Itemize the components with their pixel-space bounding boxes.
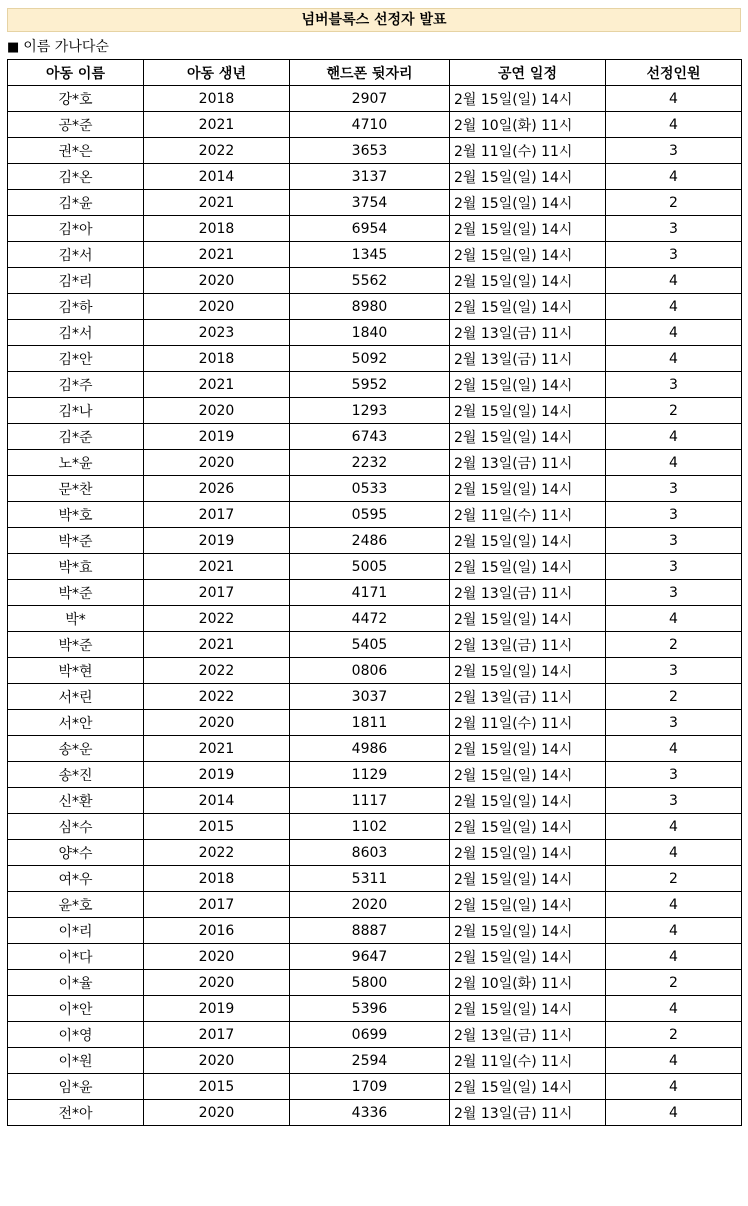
selected-count-cell: 4 [606,164,742,190]
schedule-cell: 2월 15일(일) 14시 [450,164,606,190]
birth-year-cell: 2017 [144,1022,290,1048]
phone-last-digits-cell: 5800 [290,970,450,996]
child-name-cell: 신*환 [8,788,144,814]
selected-count-cell: 4 [606,892,742,918]
child-name-cell: 이*안 [8,996,144,1022]
child-name-cell: 양*수 [8,840,144,866]
birth-year-cell: 2023 [144,320,290,346]
child-name-cell: 이*다 [8,944,144,970]
schedule-cell: 2월 15일(일) 14시 [450,268,606,294]
child-name-cell: 김*아 [8,216,144,242]
child-name-cell: 윤*호 [8,892,144,918]
birth-year-cell: 2018 [144,86,290,112]
selected-count-cell: 3 [606,372,742,398]
schedule-cell: 2월 15일(일) 14시 [450,918,606,944]
birth-year-cell: 2017 [144,892,290,918]
birth-year-cell: 2020 [144,1100,290,1126]
selected-count-cell: 2 [606,632,742,658]
schedule-cell: 2월 15일(일) 14시 [450,736,606,762]
birth-year-cell: 2021 [144,372,290,398]
schedule-cell: 2월 15일(일) 14시 [450,658,606,684]
column-header-phone-last-digits: 핸드폰 뒷자리 [290,60,450,86]
schedule-cell: 2월 15일(일) 14시 [450,892,606,918]
schedule-cell: 2월 13일(금) 11시 [450,320,606,346]
schedule-cell: 2월 13일(금) 11시 [450,1022,606,1048]
table-row [8,684,742,710]
winners-table [7,59,742,1126]
phone-last-digits-cell: 4171 [290,580,450,606]
phone-last-digits-cell: 1709 [290,1074,450,1100]
schedule-cell: 2월 10일(화) 11시 [450,970,606,996]
table-row [8,788,742,814]
birth-year-cell: 2020 [144,398,290,424]
schedule-cell: 2월 15일(일) 14시 [450,762,606,788]
schedule-cell: 2월 15일(일) 14시 [450,840,606,866]
table-row [8,554,742,580]
schedule-cell: 2월 15일(일) 14시 [450,398,606,424]
selected-count-cell: 2 [606,398,742,424]
child-name-cell: 김*나 [8,398,144,424]
phone-last-digits-cell: 8980 [290,294,450,320]
phone-last-digits-cell: 0595 [290,502,450,528]
birth-year-cell: 2016 [144,918,290,944]
selected-count-cell: 4 [606,294,742,320]
phone-last-digits-cell: 3754 [290,190,450,216]
selected-count-cell: 4 [606,814,742,840]
table-row [8,424,742,450]
phone-last-digits-cell: 0699 [290,1022,450,1048]
selected-count-cell: 4 [606,840,742,866]
child-name-cell: 김*하 [8,294,144,320]
table-row [8,762,742,788]
square-bullet-icon: ■ [7,40,20,55]
schedule-cell: 2월 15일(일) 14시 [450,788,606,814]
selected-count-cell: 2 [606,684,742,710]
child-name-cell: 김*온 [8,164,144,190]
selected-count-cell: 2 [606,970,742,996]
selected-count-cell: 3 [606,476,742,502]
birth-year-cell: 2020 [144,710,290,736]
birth-year-cell: 2018 [144,866,290,892]
birth-year-cell: 2022 [144,658,290,684]
table-row [8,1100,742,1126]
table-row [8,86,742,112]
child-name-cell: 공*준 [8,112,144,138]
selected-count-cell: 3 [606,216,742,242]
schedule-cell: 2월 11일(수) 11시 [450,138,606,164]
sort-note [7,36,109,58]
table-row [8,814,742,840]
child-name-cell: 박*현 [8,658,144,684]
birth-year-cell: 2021 [144,242,290,268]
phone-last-digits-cell: 5005 [290,554,450,580]
phone-last-digits-cell: 1293 [290,398,450,424]
schedule-cell: 2월 11일(수) 11시 [450,710,606,736]
selected-count-cell: 4 [606,736,742,762]
birth-year-cell: 2014 [144,788,290,814]
selected-count-cell: 3 [606,658,742,684]
schedule-cell: 2월 15일(일) 14시 [450,86,606,112]
schedule-cell: 2월 15일(일) 14시 [450,1074,606,1100]
birth-year-cell: 2026 [144,476,290,502]
birth-year-cell: 2021 [144,632,290,658]
selected-count-cell: 3 [606,762,742,788]
selected-count-cell: 4 [606,112,742,138]
schedule-cell: 2월 15일(일) 14시 [450,554,606,580]
table-row [8,840,742,866]
child-name-cell: 심*수 [8,814,144,840]
child-name-cell: 김*리 [8,268,144,294]
table-row [8,996,742,1022]
child-name-cell: 김*주 [8,372,144,398]
table-row [8,190,742,216]
schedule-cell: 2월 15일(일) 14시 [450,242,606,268]
selected-count-cell: 4 [606,606,742,632]
selected-count-cell: 4 [606,1100,742,1126]
schedule-cell: 2월 15일(일) 14시 [450,294,606,320]
table-row [8,450,742,476]
birth-year-cell: 2020 [144,294,290,320]
birth-year-cell: 2015 [144,814,290,840]
table-row [8,294,742,320]
selected-count-cell: 4 [606,996,742,1022]
phone-last-digits-cell: 9647 [290,944,450,970]
phone-last-digits-cell: 1811 [290,710,450,736]
sort-note-text: 이름 가나다순 [23,39,109,55]
birth-year-cell: 2020 [144,268,290,294]
phone-last-digits-cell: 4336 [290,1100,450,1126]
phone-last-digits-cell: 5952 [290,372,450,398]
birth-year-cell: 2022 [144,840,290,866]
child-name-cell: 박*준 [8,580,144,606]
child-name-cell: 임*윤 [8,1074,144,1100]
schedule-cell: 2월 15일(일) 14시 [450,944,606,970]
phone-last-digits-cell: 0533 [290,476,450,502]
birth-year-cell: 2020 [144,1048,290,1074]
phone-last-digits-cell: 1117 [290,788,450,814]
birth-year-cell: 2019 [144,996,290,1022]
child-name-cell: 문*찬 [8,476,144,502]
selected-count-cell: 4 [606,1074,742,1100]
table-row [8,632,742,658]
table-row [8,1074,742,1100]
selected-count-cell: 4 [606,86,742,112]
phone-last-digits-cell: 2020 [290,892,450,918]
child-name-cell: 서*린 [8,684,144,710]
phone-last-digits-cell: 1840 [290,320,450,346]
phone-last-digits-cell: 1102 [290,814,450,840]
schedule-cell: 2월 11일(수) 11시 [450,502,606,528]
phone-last-digits-cell: 4472 [290,606,450,632]
birth-year-cell: 2015 [144,1074,290,1100]
table-row [8,346,742,372]
phone-last-digits-cell: 5396 [290,996,450,1022]
birth-year-cell: 2019 [144,762,290,788]
column-header-selected-count: 선정인원 [606,60,742,86]
selected-count-cell: 3 [606,502,742,528]
phone-last-digits-cell: 5405 [290,632,450,658]
child-name-cell: 권*은 [8,138,144,164]
phone-last-digits-cell: 3037 [290,684,450,710]
table-row [8,476,742,502]
table-row [8,502,742,528]
selected-count-cell: 2 [606,190,742,216]
birth-year-cell: 2020 [144,944,290,970]
phone-last-digits-cell: 2232 [290,450,450,476]
table-row [8,606,742,632]
column-header-child-name: 아동 이름 [8,60,144,86]
selected-count-cell: 4 [606,268,742,294]
birth-year-cell: 2014 [144,164,290,190]
selected-count-cell: 3 [606,788,742,814]
table-row [8,736,742,762]
birth-year-cell: 2018 [144,346,290,372]
child-name-cell: 강*호 [8,86,144,112]
selected-count-cell: 4 [606,1048,742,1074]
table-row [8,1022,742,1048]
phone-last-digits-cell: 2907 [290,86,450,112]
birth-year-cell: 2022 [144,138,290,164]
table-row [8,216,742,242]
selected-count-cell: 3 [606,580,742,606]
birth-year-cell: 2020 [144,970,290,996]
table-row [8,658,742,684]
schedule-cell: 2월 15일(일) 14시 [450,216,606,242]
schedule-cell: 2월 13일(금) 11시 [450,346,606,372]
phone-last-digits-cell: 8887 [290,918,450,944]
child-name-cell: 김*윤 [8,190,144,216]
birth-year-cell: 2018 [144,216,290,242]
table-row [8,164,742,190]
schedule-cell: 2월 15일(일) 14시 [450,866,606,892]
schedule-cell: 2월 13일(금) 11시 [450,450,606,476]
phone-last-digits-cell: 5311 [290,866,450,892]
schedule-cell: 2월 13일(금) 11시 [450,1100,606,1126]
birth-year-cell: 2022 [144,684,290,710]
birth-year-cell: 2017 [144,580,290,606]
table-row [8,866,742,892]
schedule-cell: 2월 15일(일) 14시 [450,528,606,554]
selected-count-cell: 4 [606,424,742,450]
child-name-cell: 서*안 [8,710,144,736]
child-name-cell: 이*원 [8,1048,144,1074]
phone-last-digits-cell: 1345 [290,242,450,268]
schedule-cell: 2월 15일(일) 14시 [450,190,606,216]
birth-year-cell: 2020 [144,450,290,476]
table-row [8,970,742,996]
table-row [8,268,742,294]
schedule-cell: 2월 15일(일) 14시 [450,424,606,450]
table-row [8,918,742,944]
table-row [8,892,742,918]
selected-count-cell: 4 [606,320,742,346]
child-name-cell: 전*아 [8,1100,144,1126]
schedule-cell: 2월 15일(일) 14시 [450,606,606,632]
phone-last-digits-cell: 5092 [290,346,450,372]
child-name-cell: 노*윤 [8,450,144,476]
schedule-cell: 2월 11일(수) 11시 [450,1048,606,1074]
child-name-cell: 송*진 [8,762,144,788]
child-name-cell: 박*호 [8,502,144,528]
schedule-cell: 2월 15일(일) 14시 [450,372,606,398]
selected-count-cell: 3 [606,242,742,268]
phone-last-digits-cell: 3137 [290,164,450,190]
selected-count-cell: 4 [606,918,742,944]
schedule-cell: 2월 15일(일) 14시 [450,996,606,1022]
selected-count-cell: 4 [606,944,742,970]
table-row [8,112,742,138]
table-row [8,372,742,398]
child-name-cell: 김*준 [8,424,144,450]
schedule-cell: 2월 13일(금) 11시 [450,632,606,658]
selected-count-cell: 3 [606,710,742,736]
schedule-cell: 2월 13일(금) 11시 [450,580,606,606]
table-row [8,580,742,606]
child-name-cell: 김*서 [8,242,144,268]
schedule-cell: 2월 15일(일) 14시 [450,476,606,502]
child-name-cell: 박*준 [8,528,144,554]
schedule-cell: 2월 10일(화) 11시 [450,112,606,138]
child-name-cell: 이*율 [8,970,144,996]
phone-last-digits-cell: 2486 [290,528,450,554]
phone-last-digits-cell: 4986 [290,736,450,762]
schedule-cell: 2월 13일(금) 11시 [450,684,606,710]
table-row [8,528,742,554]
table-row [8,398,742,424]
child-name-cell: 김*서 [8,320,144,346]
column-header-birth-year: 아동 생년 [144,60,290,86]
birth-year-cell: 2019 [144,528,290,554]
child-name-cell: 송*운 [8,736,144,762]
selected-count-cell: 3 [606,554,742,580]
selected-count-cell: 4 [606,346,742,372]
table-row [8,138,742,164]
child-name-cell: 이*리 [8,918,144,944]
table-row [8,1048,742,1074]
birth-year-cell: 2022 [144,606,290,632]
birth-year-cell: 2021 [144,112,290,138]
phone-last-digits-cell: 8603 [290,840,450,866]
page-title: 넘버블록스 선정자 발표 [7,8,741,32]
child-name-cell: 여*우 [8,866,144,892]
table-row [8,944,742,970]
selected-count-cell: 2 [606,1022,742,1048]
table-row [8,710,742,736]
table-row [8,242,742,268]
schedule-cell: 2월 15일(일) 14시 [450,814,606,840]
child-name-cell: 이*영 [8,1022,144,1048]
phone-last-digits-cell: 2594 [290,1048,450,1074]
birth-year-cell: 2021 [144,736,290,762]
table-header-row [8,60,742,86]
selected-count-cell: 2 [606,866,742,892]
phone-last-digits-cell: 5562 [290,268,450,294]
column-header-performance-schedule: 공연 일정 [450,60,606,86]
child-name-cell: 김*안 [8,346,144,372]
phone-last-digits-cell: 0806 [290,658,450,684]
birth-year-cell: 2019 [144,424,290,450]
phone-last-digits-cell: 6954 [290,216,450,242]
phone-last-digits-cell: 6743 [290,424,450,450]
selected-count-cell: 3 [606,528,742,554]
phone-last-digits-cell: 1129 [290,762,450,788]
table-row [8,320,742,346]
birth-year-cell: 2017 [144,502,290,528]
child-name-cell: 박* [8,606,144,632]
child-name-cell: 박*준 [8,632,144,658]
child-name-cell: 박*효 [8,554,144,580]
birth-year-cell: 2021 [144,190,290,216]
phone-last-digits-cell: 4710 [290,112,450,138]
birth-year-cell: 2021 [144,554,290,580]
phone-last-digits-cell: 3653 [290,138,450,164]
selected-count-cell: 4 [606,450,742,476]
selected-count-cell: 3 [606,138,742,164]
